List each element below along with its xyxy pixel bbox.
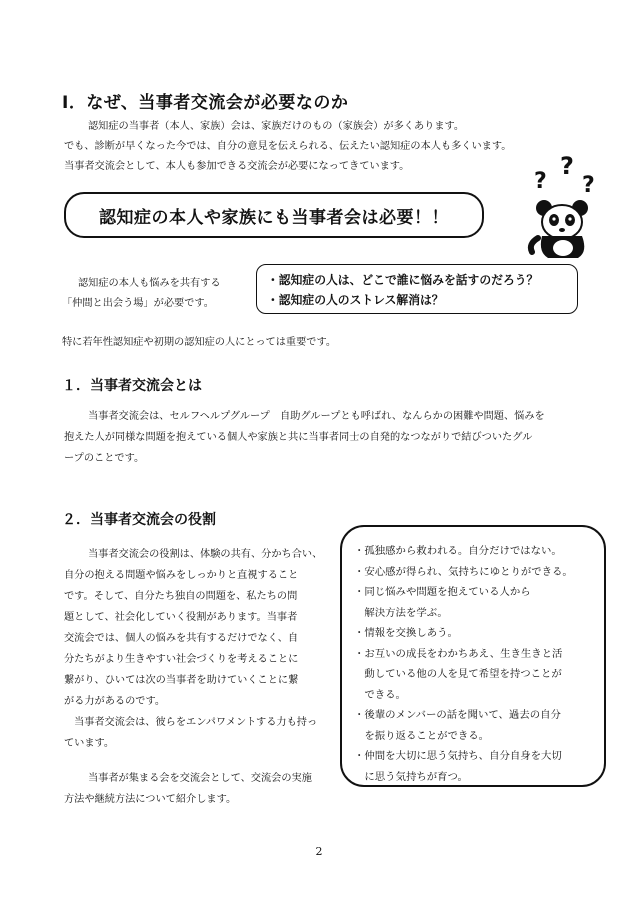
benefit-item: ・後輩のメンバーの話を聞いて、過去の自分 [354,709,561,721]
intro-line-3: 当事者交流会として、本人も参加できる交流会が必要になってきています。 [64,161,410,172]
callout-text: 認知症の本人や家族にも当事者会は必要！！ [99,207,449,228]
role-line-9: 当事者交流会は、彼らをエンパワメントする力も持っ [74,717,318,728]
page-number: 2 [315,845,323,858]
benefit-item: ・情報を交換しあう。 [354,627,458,639]
closing-line-1: 当事者が集まる会を交流会として、交流会の実施 [88,773,312,784]
svg-text:?: ? [560,152,574,180]
role-line-10: ています。 [64,738,115,749]
role-line-5: 交流会では、個人の悩みを共有するだけでなく、自 [64,633,299,644]
benefits-box [340,525,606,787]
svg-text:?: ? [534,169,547,194]
role-line-6: 分たちがより生きやすい社会づくりを考えることに [64,654,299,665]
role-line-8: がる力があるのです。 [64,696,166,707]
question-box [256,264,578,314]
question-2: ・認知症の人のストレス解消は？ [267,293,444,307]
panda-icon [508,152,608,260]
callout-box [64,192,484,238]
benefit-item: ・お互いの成長をわかちあえ、生き生きと活 [354,647,563,660]
benefit-item: を振り返ることができる。 [354,729,490,742]
role-line-7: 繋がり、ひいては次の当事者を助けていくことに繋 [64,675,299,686]
definition-line-2: 抱えた人が同様な問題を抱えている個人や家族と共に当事者同士の自発的なつながりで結びついたグル [64,432,533,443]
benefit-item: ・孤独感から救われる。自分だけではない。 [354,545,562,557]
benefits-list [354,541,604,787]
benefit-item: ・同じ悩みや問題を抱えている人から [354,586,531,598]
benefit-item: 解決方法を学ぶ。 [354,606,448,619]
intro-line-1: 認知症の当事者（本人、家族）会は、家族だけのもの（家族会）が多くあります。 [88,121,465,132]
definition-line-1: 当事者交流会は、セルフヘルプグループ 自助グループとも呼ばれ、なんらかの困難や問題、悩みを [88,411,545,422]
svg-text:?: ? [582,173,595,198]
benefit-item: に思う気持ちが育つ。 [354,770,468,783]
section-2-heading: １．当事者交流会とは [62,378,202,394]
section-3-heading: ２．当事者交流会の役割 [62,512,216,528]
definition-line-3: ープのことです。 [64,453,145,464]
role-line-1: 当事者交流会の役割は、体験の共有、分かち合い、 [88,549,323,560]
panda-illustration [508,152,608,260]
benefit-item: ・仲間を大切に思う気持ち、自分自身を大切 [354,750,562,762]
benefit-item: できる。 [354,688,406,701]
note-line: 特に若年性認知症や初期の認知症の人にとっては重要です。 [62,337,337,348]
benefit-item: ・安心感が得られ、気持ちにゆとりができる。 [354,565,573,578]
role-line-4: 題として、社会化していく役割があります。当事者 [64,612,298,623]
benefit-item: 動している他の人を見て希望を持つことが [354,668,562,680]
section-1-heading: Ⅰ．なぜ、当事者交流会が必要なのか [62,93,349,113]
question-1: ・認知症の人は、どこで誰に悩みを話すのだろう？ [267,273,539,287]
intro-line-2: でも、診断が早くなった今では、自分の意見を伝えられる、伝えたい認知症の本人も多くいます。 [64,141,512,152]
closing-line-2: 方法や継続方法について紹介します。 [64,794,237,805]
side-line-2: 「仲間と出会う場」が必要です。 [62,298,214,309]
role-line-2: 自分の抱える問題や悩みをしっかりと直視すること [64,570,299,581]
role-line-3: です。そして、自分たち独自の問題を、私たちの問 [64,591,298,602]
side-line-1: 認知症の本人も悩みを共有する [78,278,221,289]
